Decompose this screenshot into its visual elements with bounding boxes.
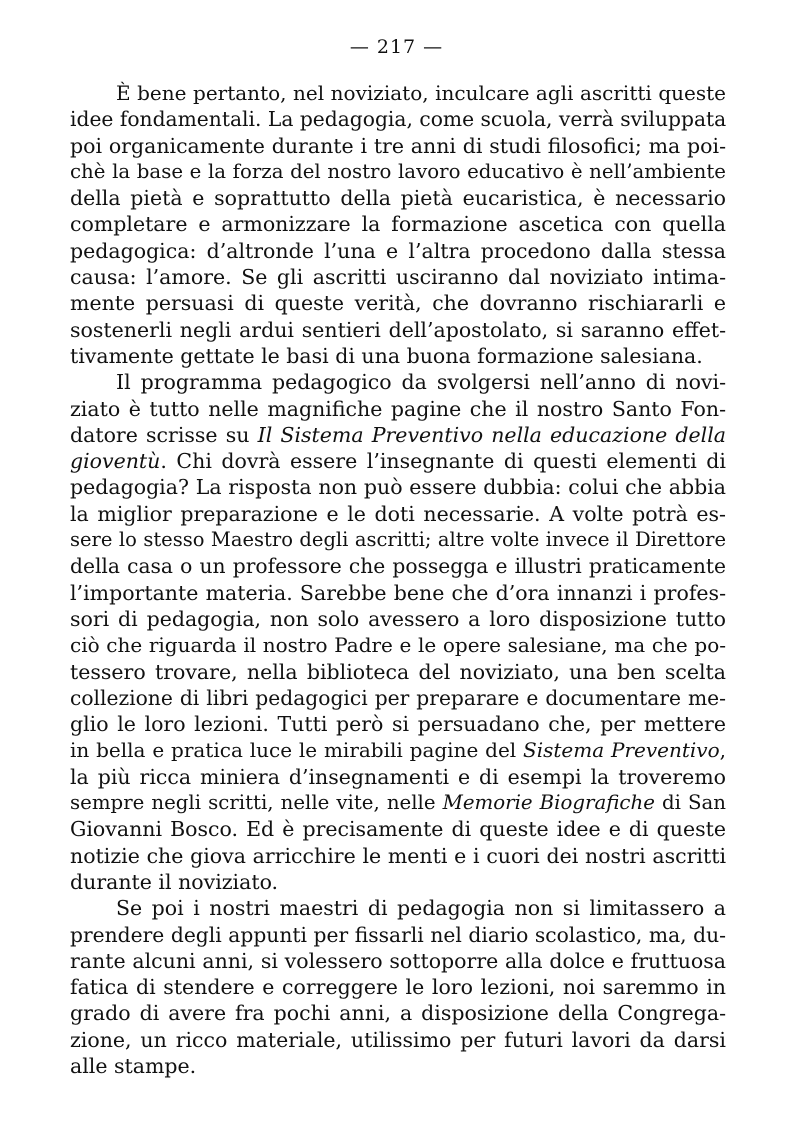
text-line: completare e armonizzare la formazione ascetica con quella — [70, 212, 726, 237]
text-line: prendere degli appunti per fissarli nel diario scolastico, ma, du- — [70, 922, 726, 947]
text-line: sostenerli negli ardui sentieri dell’apostolato, si saranno effet- — [70, 317, 726, 342]
body-text — [70, 80, 726, 1079]
text-line: ziato è tutto nelle magnifiche pagine che il nostro Santo Fon- — [70, 396, 726, 421]
text-line: grado di avere fra pochi anni, a disposizione della Congrega- — [70, 1001, 726, 1026]
text-line — [70, 422, 726, 448]
text-line: sere lo stesso Maestro degli ascritti; altre volte invece il Direttore — [70, 528, 726, 552]
text-line: tessero trovare, nella biblioteca del noviziato, una ben scelta — [70, 659, 726, 684]
text-line: la miglior preparazione e le doti necessarie. A volte potrà es- — [70, 501, 726, 526]
text-line: Se poi i nostri maestri di pedagogia non si limitassero a — [116, 896, 726, 921]
text-line: ciò che riguarda il nostro Padre e le opere salesiane, ma che po- — [70, 633, 726, 658]
text-line: collezione di libri pedagogici per preparare e documentare me- — [70, 685, 726, 710]
text-line: notizie che giova arricchire le menti e i cuori dei nostri ascritti — [70, 843, 726, 868]
text-segment: . Chi dovrà essere l’insegnante di questi elementi di — [160, 449, 726, 474]
text-line: la più ricca miniera d’insegnamenti e di esempi la troveremo — [70, 764, 726, 789]
text-line: rante alcuni anni, si volessero sottoporre alla dolce e fruttuosa — [70, 948, 726, 973]
text-line: È bene pertanto, nel noviziato, inculcare agli ascritti queste — [116, 81, 726, 105]
page-number: — 217 — — [349, 36, 444, 58]
text-line: glio le loro lezioni. Tutti però si persuadano che, per mettere — [70, 712, 726, 737]
text-line: della casa o un professore che possegga e illustri praticamente — [70, 554, 726, 579]
text-line: causa: l’amore. Se gli ascritti usciranno dal noviziato intima- — [70, 265, 726, 290]
text-line: tivamente gettate le basi di una buona formazione salesiana. — [70, 343, 703, 368]
text-line: chè la base e la forza del nostro lavoro educativo è nell’ambiente — [70, 159, 726, 183]
text-line: fatica di stendere e correggere le loro lezioni, noi saremmo in — [70, 975, 726, 1000]
text-line: l’importante materia. Sarebbe bene che d’ora innanzi i profes- — [70, 580, 726, 605]
text-line: durante il noviziato. — [70, 869, 279, 894]
text-line: pedagogica: d’altronde l’una e l’altra procedono dalla stessa — [70, 238, 726, 263]
book-title: Il Sistema Preventivo nella educazione della — [257, 422, 726, 447]
text-line: della pietà e soprattutto della pietà eucaristica, è necessario — [70, 186, 726, 211]
text-segment: datore scrisse su — [70, 422, 258, 447]
text-line — [70, 790, 726, 816]
text-segment: di San — [654, 791, 726, 815]
text-line: poi organicamente durante i tre anni di studi filosofici; ma poi- — [70, 133, 726, 158]
book-title: Sistema Preventivo — [523, 738, 720, 763]
book-title-end: gioventù — [70, 449, 161, 474]
text-line: alle stampe. — [70, 1053, 197, 1078]
text-segment: , — [719, 738, 727, 763]
text-line: Giovanni Bosco. Ed è precisamente di queste idee e di queste — [70, 817, 726, 842]
text-line: Il programma pedagogico da svolgersi nell’anno di novi- — [116, 370, 726, 395]
text-line: idee fondamentali. La pedagogia, come scuola, verrà sviluppata — [70, 107, 727, 132]
book-title: Memorie Biografiche — [442, 791, 655, 815]
text-line — [70, 448, 726, 474]
text-line: zione, un ricco materiale, utilissimo per futuri lavori da darsi — [70, 1027, 726, 1052]
text-line: mente persuasi di queste verità, che dovranno rischiararli e — [70, 291, 726, 316]
text-line — [70, 737, 726, 763]
text-segment: sempre negli scritti, nelle vite, nelle — [70, 791, 443, 815]
text-segment: in bella e pratica luce le mirabili pagine del — [70, 738, 524, 763]
text-line: pedagogia? La risposta non può essere dubbia: colui che abbia — [70, 475, 726, 500]
text-line: sori di pedagogia, non solo avessero a loro disposizione tutto — [70, 606, 726, 631]
